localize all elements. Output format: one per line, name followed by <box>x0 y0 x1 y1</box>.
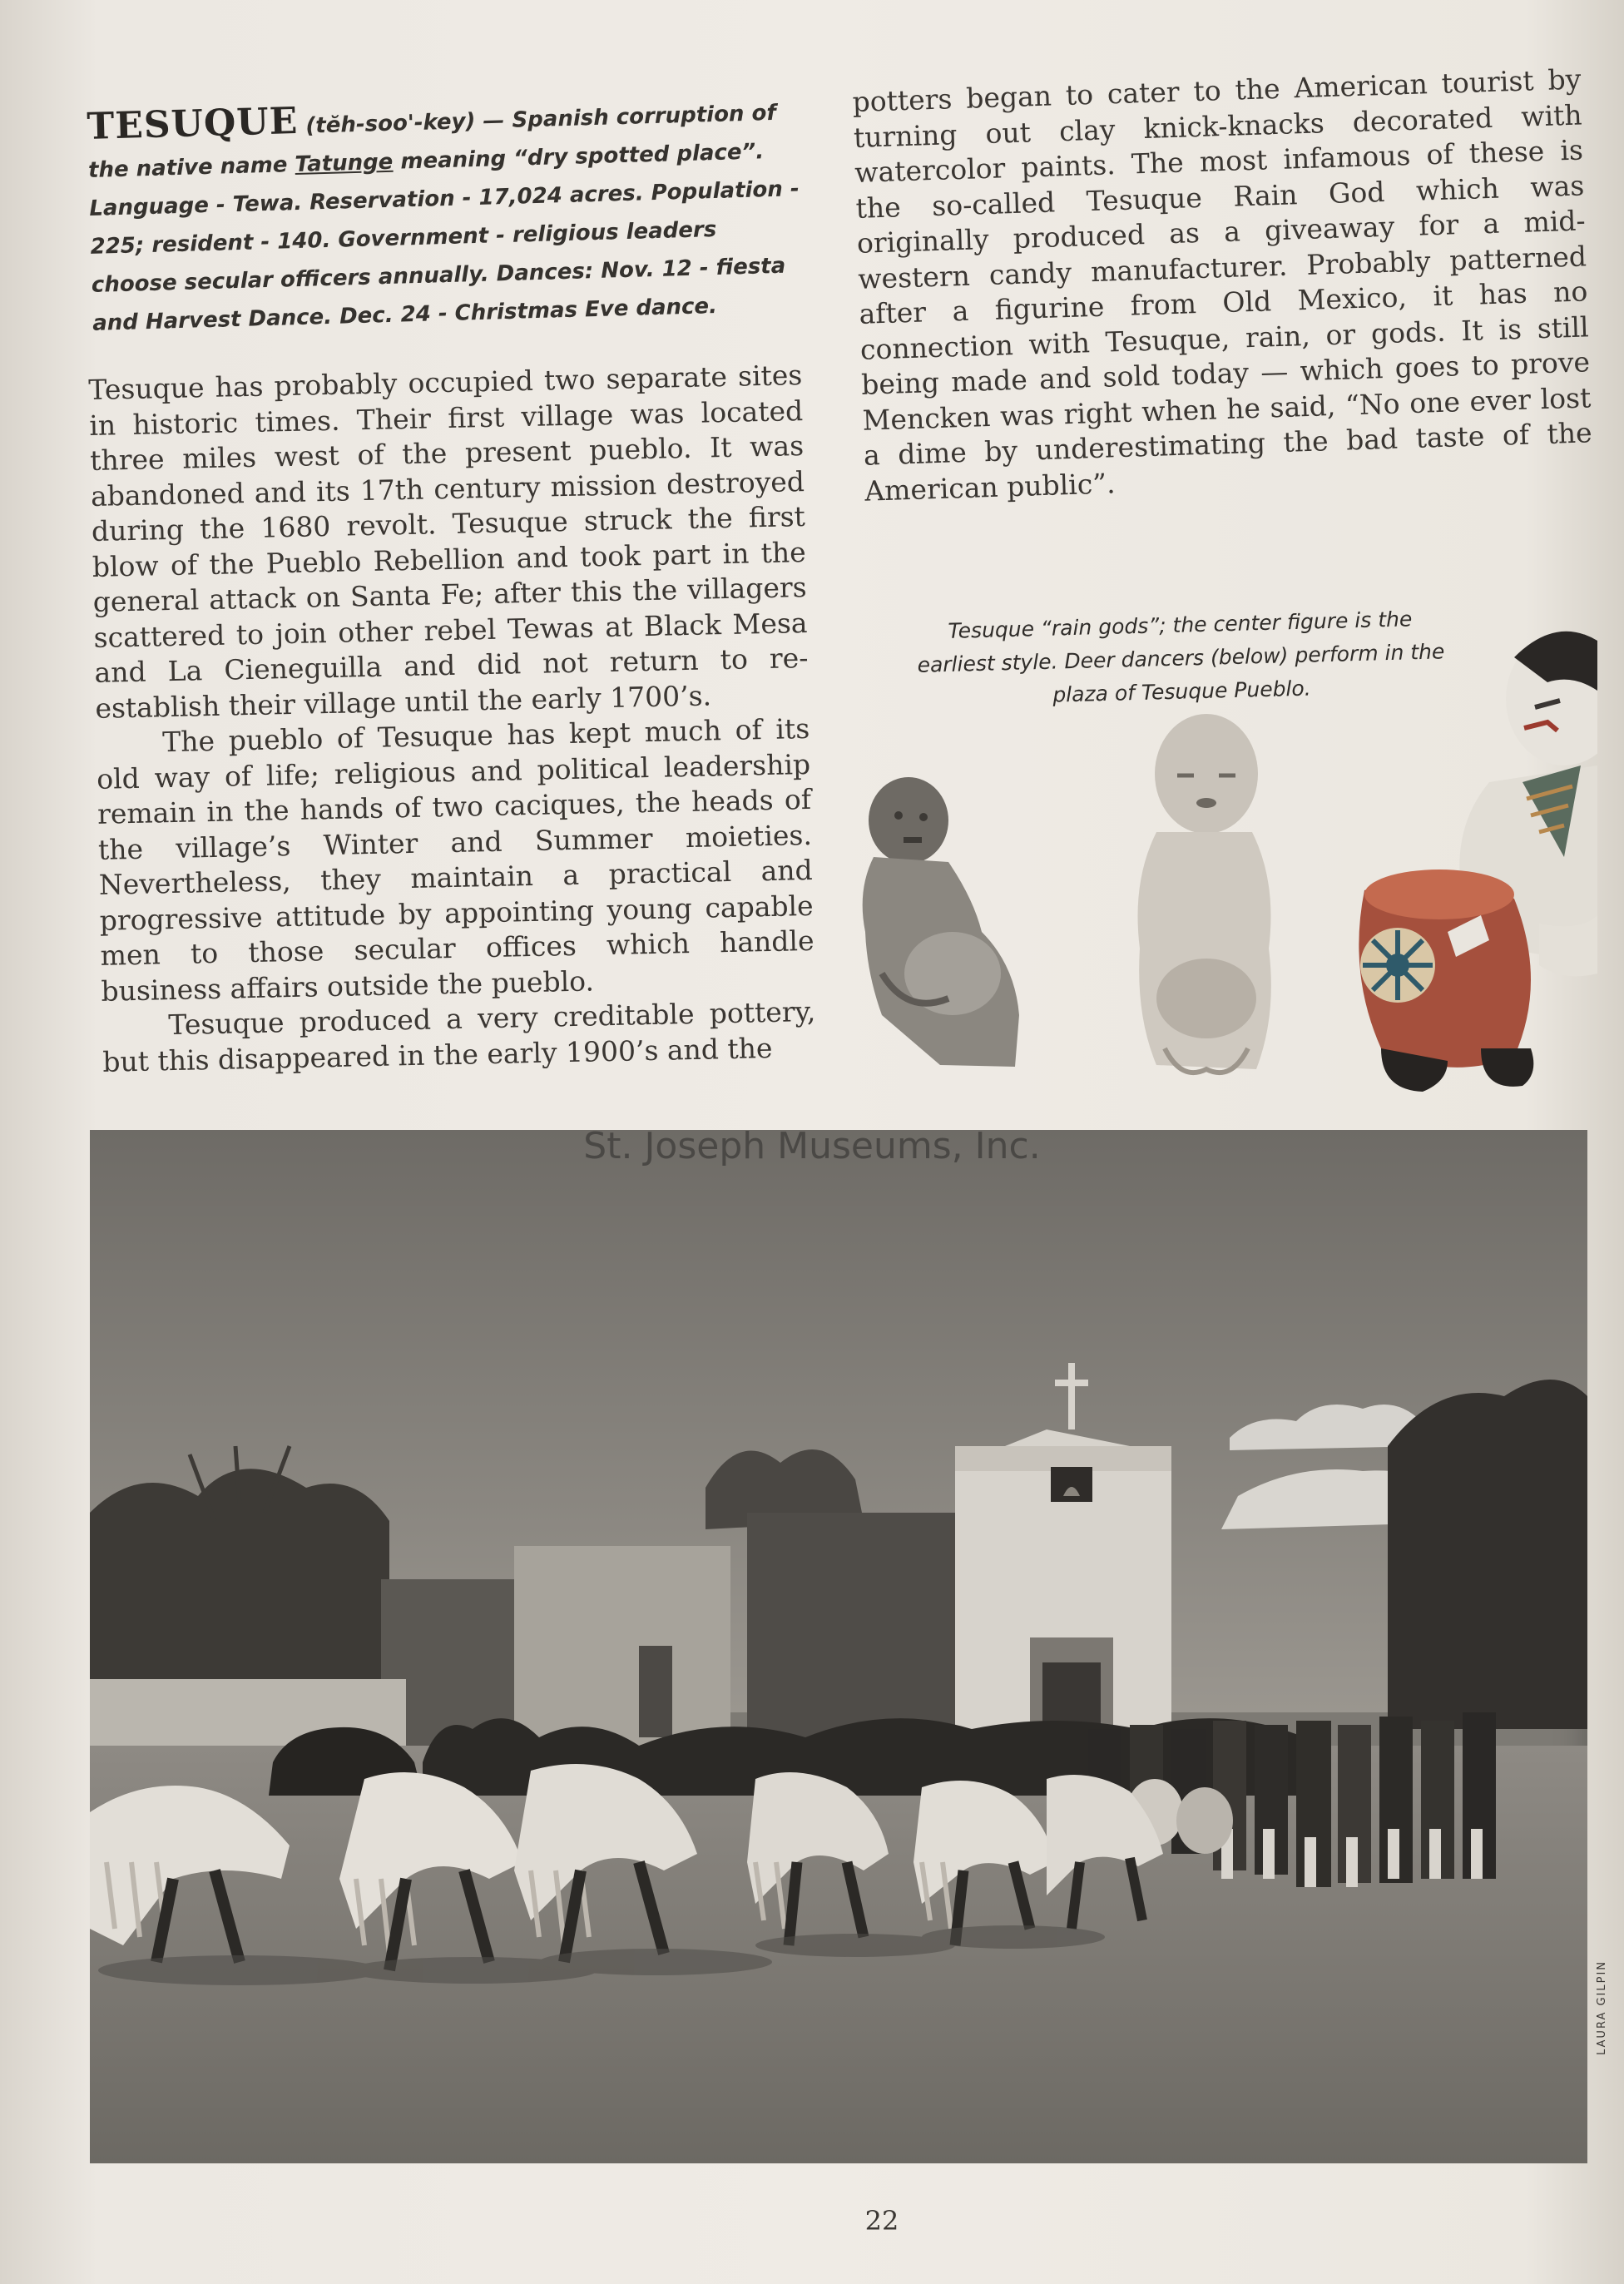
definition-part-2: meaning “dry spotted place”. Language - Tewa. Reservation - 17,024 acres. Population - 225; resident - 140. Government - religious leaders choose secular officers annually. Dances: Nov. 12 - fiesta and Harvest Dance. Dec. 24 - Christmas Eve dance. <box>88 139 800 336</box>
deer-dancers-photo <box>90 1130 1587 2163</box>
trees-right <box>1388 1380 1587 1729</box>
figure-caption: Tesuque “rain gods”; the center figure is the earliest style. Deer dancers (below) perform in the plaza of Tesuque Pueblo. <box>917 607 1445 707</box>
paragraph-pottery: Tesuque produced a very creditable pottery, but this disappeared in the early 1900’s and the <box>102 994 816 1078</box>
watermark: St. Joseph Museums, Inc. <box>583 1125 1041 1167</box>
pueblo-name: TESUQUE <box>86 99 299 148</box>
native-name: Tatunge <box>295 149 394 178</box>
paragraph-history: Tesuque has probably occupied two separate sites in historic times. Their first village was located three miles west of the present pueblo. It was abandoned and its 17th century mission destroyed during the 1680 revolt. Tesuque struck the first blow of the Pueblo Rebellion and took part in the general attack on Santa Fe; after this the villagers scattered to join other rebel Tewas at Black Mesa and La Cieneguilla and did not return to re-establish their village until the early 1700’s. <box>88 359 809 725</box>
plaza-scene <box>90 1130 1587 2163</box>
page-number: 22 <box>864 2205 899 2237</box>
paragraph-rain-god: potters began to cater to the American tourist by turning out clay knick-knacks decorated with watercolor paints. The most infamous of these is the so-called Tesuque Rain God which was originally produced as a giveaway for a mid-western candy manufacturer. Probably patterned after a figurine from Old Mexico, it has no connection with Tesuque, rain, or gods. It is still being made and sold today — which goes to prove Mencken was right when he said, “No one ever lost a dime by underestimating the bad taste of the American public”. <box>852 62 1593 508</box>
right-column <box>852 62 1594 508</box>
pueblo-header <box>87 88 809 343</box>
adobe-building <box>514 1546 730 1754</box>
pronunciation: (tĕh-soo'-key) <box>305 108 476 139</box>
photo-credit: LAURA GILPIN <box>1596 1959 1608 2055</box>
trees-left <box>90 1446 389 1712</box>
adobe-door <box>639 1646 672 1737</box>
rain-god-figurines-image <box>849 582 1597 1098</box>
definition-part-1: — Spanish corruption of the native name <box>87 100 777 183</box>
left-column <box>88 358 817 1080</box>
paragraph-leadership: The pueblo of Tesuque has kept much of its old way of life; religious and political leadership remain in the hands of two caciques, the heads of the village’s Winter and Summer moieties. Nevertheless, they maintain a practical and progressive attitude by appointing young capable men to those secular offices which handle business affairs outside the pueblo. <box>96 711 814 1008</box>
adobe-block <box>747 1513 955 1754</box>
right-figurine <box>1359 632 1597 1092</box>
left-figurine <box>863 777 1019 1067</box>
center-figurine <box>1138 714 1271 1073</box>
